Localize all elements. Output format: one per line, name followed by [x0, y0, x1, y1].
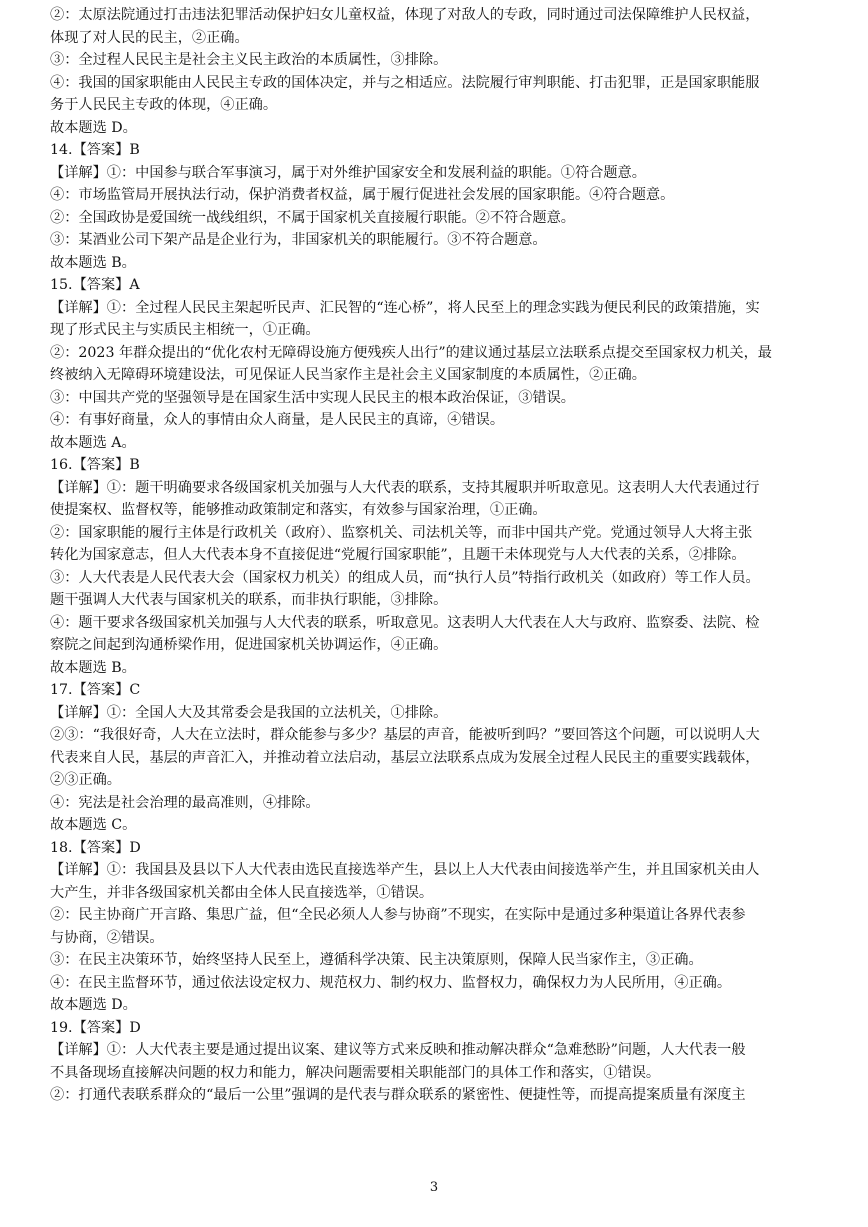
text-line: 代表来自人民，基层的声音汇入，并推动着立法启动，基层立法联系点成为发展全过程人民民主的重要实践载体， [50, 749, 760, 766]
text-line: ④：在民主监督环节，通过依法设定权力、规范权力、制约权力、监督权力，确保权力为人民所用，④正确。 [50, 974, 732, 991]
text-line: ④：我国的国家职能由人民民主专政的国体决定，并与之相适应。法院履行审判职能、打击犯罪，正是国家职能服 [50, 74, 760, 91]
text-line: ④：宪法是社会治理的最高准则，④排除。 [50, 794, 320, 811]
text-line: 【详解】①：人大代表主要是通过提出议案、建议等方式来反映和推动解决群众“急难愁盼”问题，人大代表一般 [50, 1042, 746, 1058]
text-line: ②：打通代表联系群众的“最后一公里”强调的是代表与群众联系的紧密性、便捷性等，而提高提案质量有深度主 [50, 1087, 746, 1103]
text-line: 使提案权、监督权等，能够推动政策制定和落实，有效参与国家治理，①正确。 [50, 502, 547, 518]
text-line: 察院之间起到沟通桥梁作用，促进国家机关协调运作，④正确。 [50, 637, 448, 653]
text-line: 15.【答案】A [50, 277, 140, 293]
text-line: 17.【答案】C [50, 682, 141, 698]
text-line: ③：某酒业公司下架产品是企业行为，非国家机关的职能履行。③不符合题意。 [50, 232, 547, 248]
text-line: 故本题选 D。 [50, 119, 137, 136]
answer-explanations [50, 4, 818, 1107]
text-line: 不具备现场直接解决问题的权力和能力，解决问题需要相关职能部门的具体工作和落实，①错误。 [50, 1064, 661, 1081]
text-line: ④：题干要求各级国家机关加强与人大代表的联系，听取意见。这表明人大代表在人大与政府、监察委、法院、检 [50, 614, 760, 631]
text-line: ③：中国共产党的坚强领导是在国家生活中实现人民民主的根本政治保证，③错误。 [50, 389, 575, 406]
text-line: ③：人大代表是人民代表大会（国家权力机关）的组成人员，而“执行人员”特指行政机关（如政府）等工作人员。 [50, 569, 760, 586]
text-line: ②：民主协商广开言路、集思广益，但“全民必须人人参与协商”不现实，在实际中是通过多种渠道让各界代表参 [50, 907, 746, 923]
text-line: 故本题选 D。 [50, 997, 137, 1013]
text-line: ②③正确。 [50, 772, 121, 788]
text-line: 【详解】①：中国参与联合军事演习，属于对外维护国家安全和发展利益的职能。①符合题意。 [50, 164, 646, 181]
text-line: 务于人民民主专政的体现，④正确。 [50, 97, 278, 113]
text-line: ②：太原法院通过打击违法犯罪活动保护妇女儿童权益，体现了对敌人的专政，同时通过司法保障维护人民权益， [50, 7, 760, 23]
text-line: 终被纳入无障碍环境建设法，可见保证人民当家作主是社会主义国家制度的本质属性，②正确。 [50, 367, 646, 383]
text-line: 现了形式民主与实质民主相统一，①正确。 [50, 322, 320, 338]
text-line: 【详解】①：我国县及县以下人大代表由选民直接选举产生，县以上人大代表由间接选举产生，并且国家机关由人 [50, 862, 760, 878]
text-line: ②：国家职能的履行主体是行政机关（政府）、监察机关、司法机关等，而非中国共产党。党通过领导人大将主张 [50, 524, 753, 541]
page-number: 3 [429, 1180, 439, 1195]
text-line: ②：2023 年群众提出的“优化农村无障碍设施方便残疾人出行”的建议通过基层立法联系点提交至国家权力机关，最 [50, 344, 772, 361]
text-line: ②③：“我很好奇，人大在立法时，群众能参与多少？基层的声音，能被听到吗？”要回答这个问题，可以说明人大 [50, 727, 760, 743]
text-line: 14.【答案】B [50, 142, 140, 158]
text-line: 转化为国家意志，但人大代表本身不直接促进“党履行国家职能”，且题干未体现党与人大代表的关系，②排除。 [50, 547, 746, 563]
text-line: 故本题选 B。 [50, 254, 136, 271]
text-line: 故本题选 B。 [50, 659, 136, 676]
text-line: ④：市场监管局开展执法行动，保护消费者权益，属于履行促进社会发展的国家职能。④符合题意。 [50, 187, 675, 203]
text-line: 大产生，并非各级国家机关都由全体人民直接选举，①错误。 [50, 884, 434, 901]
text-line: ②：全国政协是爱国统一战线组织，不属于国家机关直接履行职能。②不符合题意。 [50, 209, 575, 226]
text-line: 故本题选 A。 [50, 434, 136, 451]
text-line: 题干强调人大代表与国家机关的联系，而非执行职能，③排除。 [50, 592, 448, 608]
text-line: 故本题选 C。 [50, 817, 137, 833]
text-line: 【详解】①：全国人大及其常委会是我国的立法机关，①排除。 [50, 704, 448, 721]
text-line: ④：有事好商量，众人的事情由众人商量，是人民民主的真谛，④错误。 [50, 412, 505, 428]
text-line: ③：在民主决策环节，始终坚持人民至上，遵循科学决策、民主决策原则，保障人民当家作主，③正确。 [50, 952, 703, 968]
text-line: 18.【答案】D [50, 839, 141, 856]
text-line: 19.【答案】D [50, 1019, 141, 1036]
text-line: 【详解】①：题干明确要求各级国家机关加强与人大代表的联系，支持其履职并听取意见。这表明人大代表通过行 [50, 479, 760, 496]
text-line: 与协商，②错误。 [50, 929, 164, 946]
text-line: 【详解】①：全过程人民民主架起听民声、汇民智的“连心桥”，将人民至上的理念实践为便民利民的政策措施，实 [50, 299, 760, 316]
text-line: 16.【答案】B [50, 457, 140, 473]
text-line: 体现了对人民的民主，②正确。 [50, 29, 249, 46]
text-line: ③：全过程人民民主是社会主义民主政治的本质属性，③排除。 [50, 52, 448, 68]
